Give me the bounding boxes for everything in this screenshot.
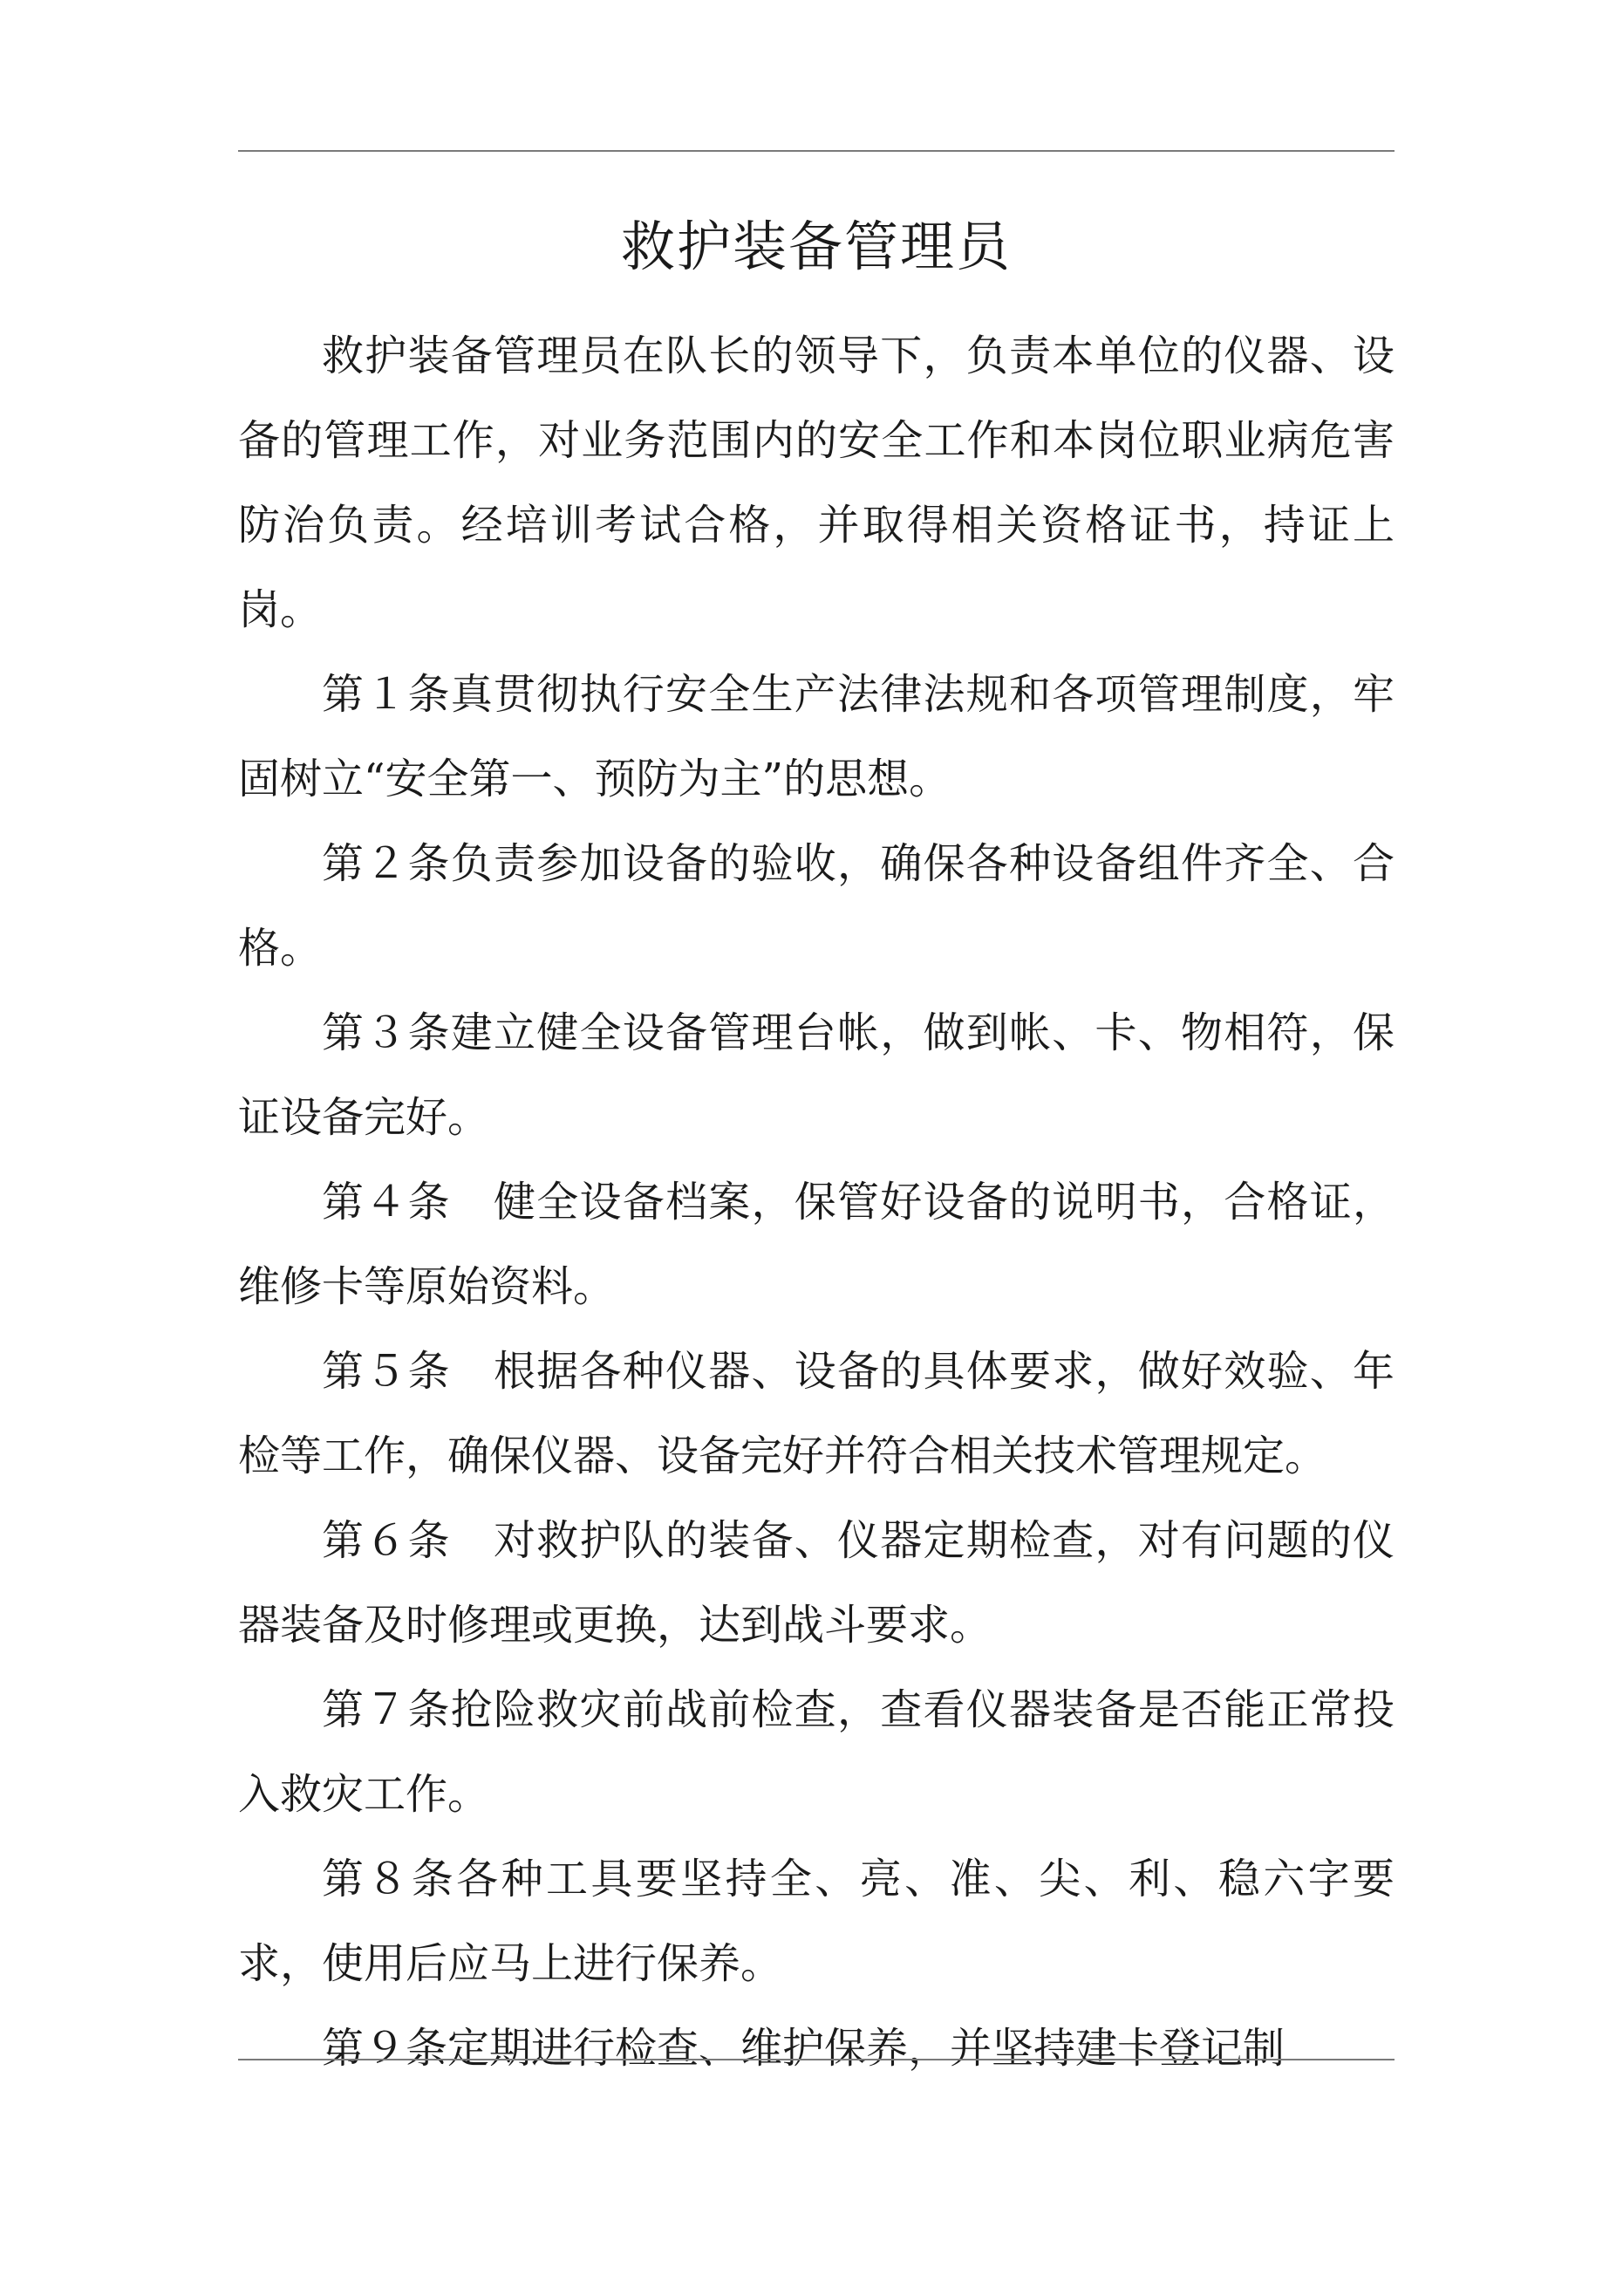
paragraph-intro: 救护装备管理员在队长的领导下，负责本单位的仪器、设备的管理工作，对业务范围内的安全工作和本岗位职业病危害防治负责。经培训考试合格，并取得相关资格证书，持证上岗。	[238, 331, 1395, 634]
paragraph-article-9: 第９条定期进行检查、维护保养，并坚持建卡登记制	[322, 2024, 1285, 2073]
document-body	[238, 314, 1395, 2091]
paragraph-article-8: 第８条各种工具要坚持全、亮、准、尖、利、稳六字要求，使用后应马上进行保养。	[238, 1855, 1395, 1988]
paragraph-article-6: 第６条 对救护队的装备、仪器定期检查，对有问题的仪器装备及时修理或更换，达到战斗要求。	[238, 1516, 1395, 1650]
paragraph-article-4: 第４条 健全设备档案，保管好设备的说明书，合格证，维修卡等原始资料。	[238, 1178, 1395, 1311]
paragraph-article-7: 第７条抢险救灾前战前检查，查看仪器装备是否能正常投入救灾工作。	[238, 1685, 1395, 1819]
paragraph-article-2: 第２条负责参加设备的验收，确保各种设备组件齐全、合格。	[238, 839, 1395, 973]
top-divider	[238, 150, 1395, 152]
paragraph-article-3: 第３条建立健全设备管理台帐，做到帐、卡、物相符，保证设备完好。	[238, 1008, 1395, 1142]
paragraph-article-5: 第５条 根据各种仪器、设备的具体要求，做好效验、年检等工作，确保仪器、设备完好并符合相关技术管理规定。	[238, 1347, 1395, 1480]
bottom-divider	[238, 2059, 1395, 2060]
page-title: 救护装备管理员	[620, 215, 1012, 278]
paragraph-article-1: 第１条真贯彻执行安全生产法律法规和各项管理制度，牢固树立“安全第一、预防为主”的思想。	[238, 670, 1395, 803]
